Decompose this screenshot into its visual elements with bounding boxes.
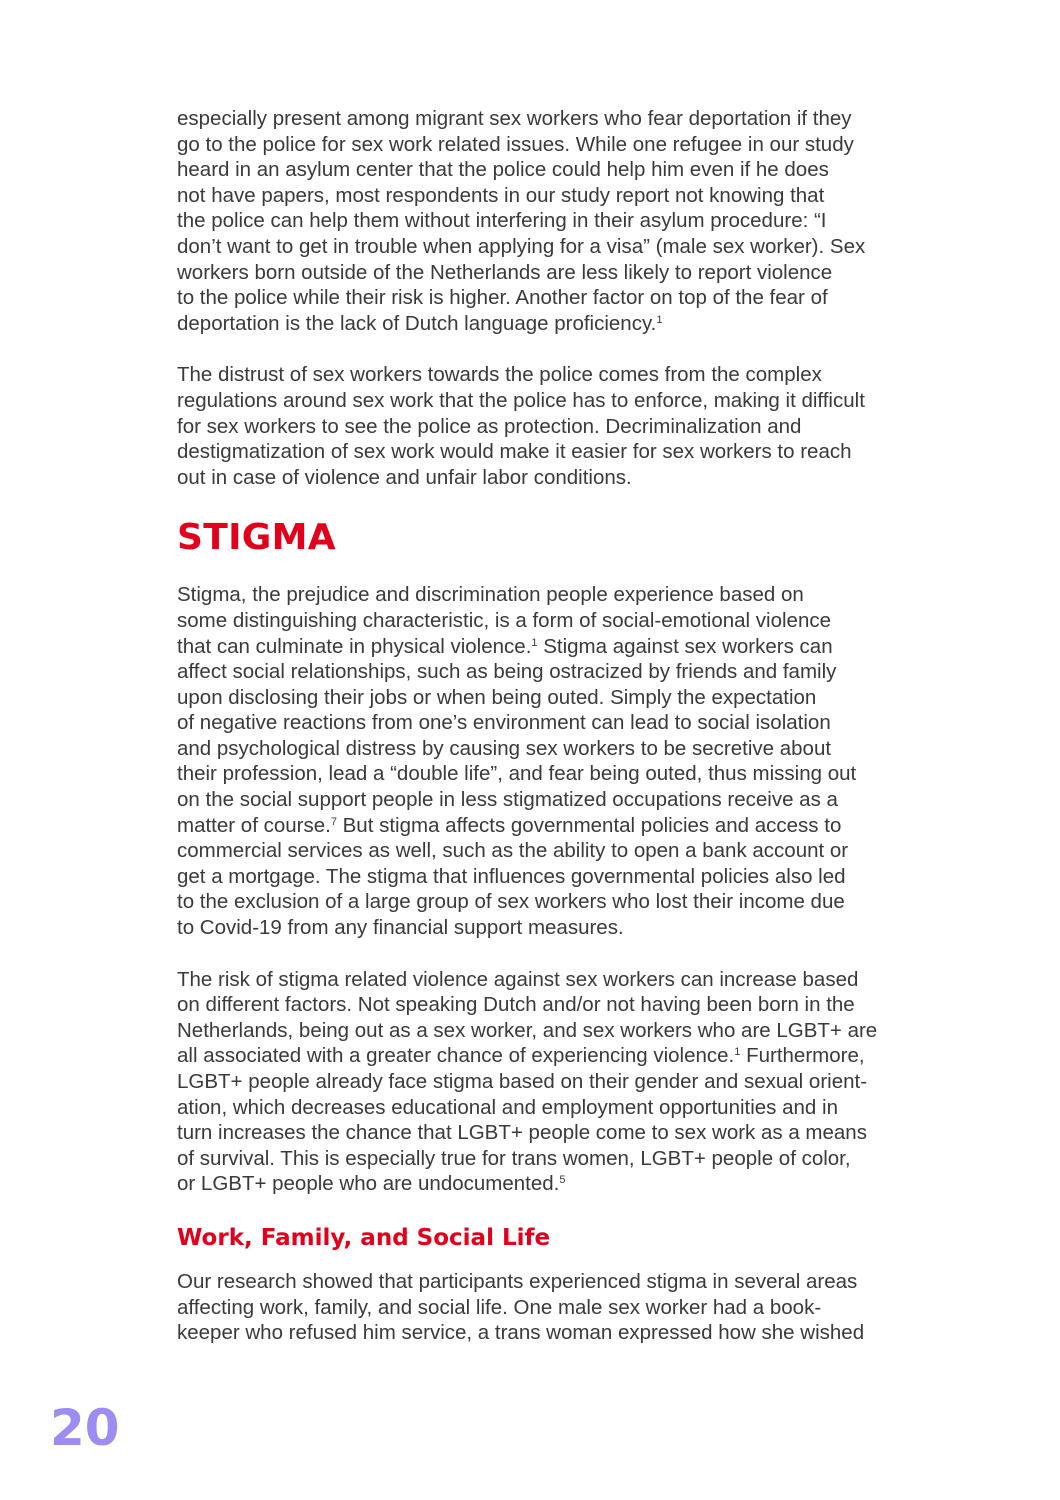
text-line: the police can help them without interfering in their asylum procedure: “I xyxy=(177,209,827,233)
text-line xyxy=(177,1043,897,1069)
text-segment: But stigma affects governmental policies and access to xyxy=(336,813,842,837)
text-line: Netherlands, being out as a sex worker, and sex workers who are LGBT+ are xyxy=(177,1018,878,1042)
text-line xyxy=(177,634,897,660)
text-line: upon disclosing their jobs or when being outed. Simply the expectation xyxy=(177,685,817,709)
text-line: Our research showed that participants experienced stigma in several areas xyxy=(177,1269,858,1293)
text-segment: deportation is the lack of Dutch language proficiency. xyxy=(177,311,657,335)
section-heading-stigma: STIGMA xyxy=(177,517,336,559)
text-line: especially present among migrant sex workers who fear deportation if they xyxy=(177,107,852,130)
text-line: on different factors. Not speaking Dutch and/or not having been born in the xyxy=(177,993,855,1017)
text-line: keeper who refused him service, a trans woman expressed how she wished xyxy=(177,1321,865,1345)
paragraph-deportation xyxy=(177,106,897,336)
text-line: regulations around sex work that the police has to enforce, making it difficult xyxy=(177,388,865,412)
text-segment: Furthermore, xyxy=(740,1044,865,1068)
text-line: affect social relationships, such as being ostracized by friends and family xyxy=(177,660,837,684)
text-line: and psychological distress by causing sex workers to be secretive about xyxy=(177,736,832,760)
text-line xyxy=(177,311,897,337)
text-line xyxy=(177,1171,897,1197)
text-line: workers born outside of the Netherlands are less likely to report violence xyxy=(177,260,833,284)
text-line: some distinguishing characteristic, is a form of social-emotional violence xyxy=(177,608,832,632)
text-line: to the exclusion of a large group of sex workers who lost their income due xyxy=(177,890,845,914)
text-segment: matter of course. xyxy=(177,813,331,837)
text-line: out in case of violence and unfair labor conditions. xyxy=(177,465,632,489)
text-segment: Stigma against sex workers can xyxy=(537,634,833,658)
text-line: get a mortgage. The stigma that influences governmental policies also led xyxy=(177,864,846,888)
paragraph-work-family xyxy=(177,1269,897,1346)
text-line: their profession, lead a “double life”, and fear being outed, thus missing out xyxy=(177,762,857,786)
text-line: destigmatization of sex work would make it easier for sex workers to reach xyxy=(177,440,852,464)
text-line: of negative reactions from one’s environment can lead to social isolation xyxy=(177,711,831,735)
text-line: for sex workers to see the police as protection. Decriminalization and xyxy=(177,414,802,438)
text-segment: that can culminate in physical violence. xyxy=(177,634,532,658)
footnote-ref: 7 xyxy=(330,815,337,828)
text-line: go to the police for sex work related issues. While one refugee in our study xyxy=(177,132,854,156)
text-line: Stigma, the prejudice and discrimination people experience based on xyxy=(177,583,804,607)
text-segment: or LGBT+ people who are undocumented. xyxy=(177,1172,560,1196)
text-line: LGBT+ people already face stigma based on their gender and sexual orient- xyxy=(177,1070,868,1093)
footnote-ref: 1 xyxy=(656,313,663,326)
subsection-heading-work-family: Work, Family, and Social Life xyxy=(177,1224,551,1251)
text-line: to the police while their risk is higher. Another factor on top of the fear of xyxy=(177,286,828,310)
text-line: of survival. This is especially true for trans women, LGBT+ people of color, xyxy=(177,1146,851,1170)
text-line: affecting work, family, and social life. One male sex worker had a book- xyxy=(177,1295,822,1319)
text-line: heard in an asylum center that the police could help him even if he does xyxy=(177,158,829,182)
text-line: don’t want to get in trouble when applying for a visa” (male sex worker). Sex xyxy=(177,234,866,258)
footnote-ref: 1 xyxy=(734,1046,741,1059)
page-content xyxy=(177,106,897,1372)
text-line: to Covid-19 from any financial support measures. xyxy=(177,916,624,940)
footnote-ref: 5 xyxy=(559,1174,566,1187)
footnote-ref: 1 xyxy=(531,636,538,649)
text-line: ation, which decreases educational and employment opportunities and in xyxy=(177,1095,838,1119)
text-line: not have papers, most respondents in our study report not knowing that xyxy=(177,183,825,207)
paragraph-distrust xyxy=(177,362,897,490)
text-line xyxy=(177,813,897,839)
text-segment: all associated with a greater chance of experiencing violence. xyxy=(177,1044,735,1068)
page-number: 20 xyxy=(50,1399,120,1457)
text-line: commercial services as well, such as the ability to open a bank account or xyxy=(177,839,849,863)
text-line: on the social support people in less stigmatized occupations receive as a xyxy=(177,788,838,812)
text-line: The risk of stigma related violence against sex workers can increase based xyxy=(177,967,859,991)
text-line: The distrust of sex workers towards the police comes from the complex xyxy=(177,363,822,387)
text-line: turn increases the chance that LGBT+ people come to sex work as a means xyxy=(177,1121,867,1145)
paragraph-stigma-risk xyxy=(177,967,897,1197)
paragraph-stigma-definition xyxy=(177,582,897,940)
